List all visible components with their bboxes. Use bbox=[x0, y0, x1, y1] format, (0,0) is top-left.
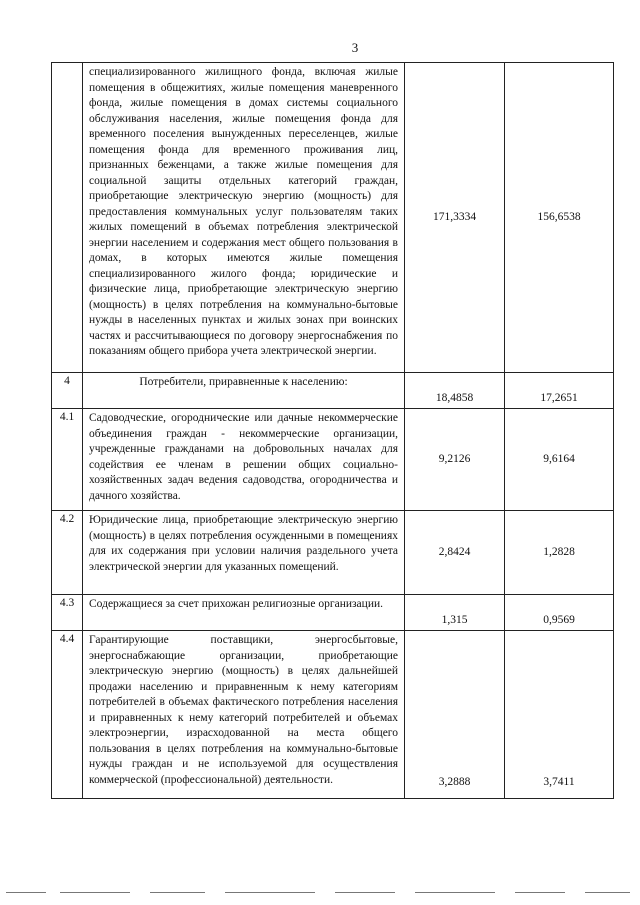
row-number: 4.4 bbox=[52, 631, 83, 799]
row-value-1: 18,4858 bbox=[405, 373, 505, 409]
row-number: 4.1 bbox=[52, 409, 83, 511]
row-description: Потребители, приравненные к населению: bbox=[83, 373, 405, 409]
table-row bbox=[52, 595, 614, 631]
row-value-2: 9,6164 bbox=[505, 409, 614, 511]
row-number: 4 bbox=[52, 373, 83, 409]
row-value-1: 3,2888 bbox=[405, 631, 505, 799]
scan-edge-marks bbox=[0, 888, 640, 898]
row-description: Юридические лица, приобретающие электрическую энергию (мощность) в целях потребления осужденными в помещениях для их содержания при условии наличия раздельного учета электрической энергии для указанных помещений. bbox=[83, 511, 405, 595]
row-number: 4.2 bbox=[52, 511, 83, 595]
row-value-2: 3,7411 bbox=[505, 631, 614, 799]
row-description: Садоводческие, огороднические или дачные некоммерческие объединения граждан - некоммерческие организации, учрежденные гражданами на добровольных началах для содействия ее членам в решении общих социально-хозяйственных задач ведения садоводства, огородничества и дачного хозяйства. bbox=[83, 409, 405, 511]
table-row bbox=[52, 63, 614, 373]
row-value-2: 17,2651 bbox=[505, 373, 614, 409]
table-row bbox=[52, 409, 614, 511]
tariff-table bbox=[51, 62, 614, 799]
page-number: 3 bbox=[351, 40, 359, 55]
row-description: Гарантирующие поставщики, энергосбытовые, энергоснабжающие организации, приобретающие электрическую энергию (мощность) в целях дальнейшей продажи населению и приравненным к нему категориям потребителей в объемах фактического потребления населения и приравненных к нему категорий потребителей и объемах электроэнергии, израсходованной на места общего пользования в целях потребления на коммунально-бытовые нужды граждан и не используемой для осуществления коммерческой (профессиональной) деятельности. bbox=[83, 631, 405, 799]
row-value-1: 2,8424 bbox=[405, 511, 505, 595]
row-value-2: 0,9569 bbox=[505, 595, 614, 631]
row-description: специализированного жилищного фонда, включая жилые помещения в общежитиях, жилые помещения маневренного фонда, жилые помещения в домах системы социального обслуживания населения, жилые помещения фонда для временного поселения вынужденных переселенцев, жилые помещения фонда для временного проживания лиц, признанных беженцами, а также жилые помещения для социальной защиты отдельных категорий граждан, приобретающие электрическую энергию (мощность) для предоставления коммунальных услуг пользователям таких жилых помещений в объемах потребления электрической энергии населением и содержания мест общего пользования в домах, в которых имеются жилые помещения специализированного жилого фонда; юридические и физические лица, приобретающие электрическую энергию (мощность) в целях потребления на коммунально-бытовые нужды в населенных пунктах и жилых зонах при воинских частях и рассчитывающиеся по договору энергоснабжения по показаниям общего прибора учета электрической энергии. bbox=[83, 63, 405, 373]
row-value-1: 171,3334 bbox=[405, 63, 505, 373]
row-number: 4.3 bbox=[52, 595, 83, 631]
row-value-1: 9,2126 bbox=[405, 409, 505, 511]
row-value-2: 156,6538 bbox=[505, 63, 614, 373]
table-row bbox=[52, 631, 614, 799]
row-value-1: 1,315 bbox=[405, 595, 505, 631]
table-row bbox=[52, 373, 614, 409]
row-value-2: 1,2828 bbox=[505, 511, 614, 595]
row-description: Содержащиеся за счет прихожан религиозные организации. bbox=[83, 595, 405, 631]
row-number bbox=[52, 63, 83, 373]
table-row bbox=[52, 511, 614, 595]
